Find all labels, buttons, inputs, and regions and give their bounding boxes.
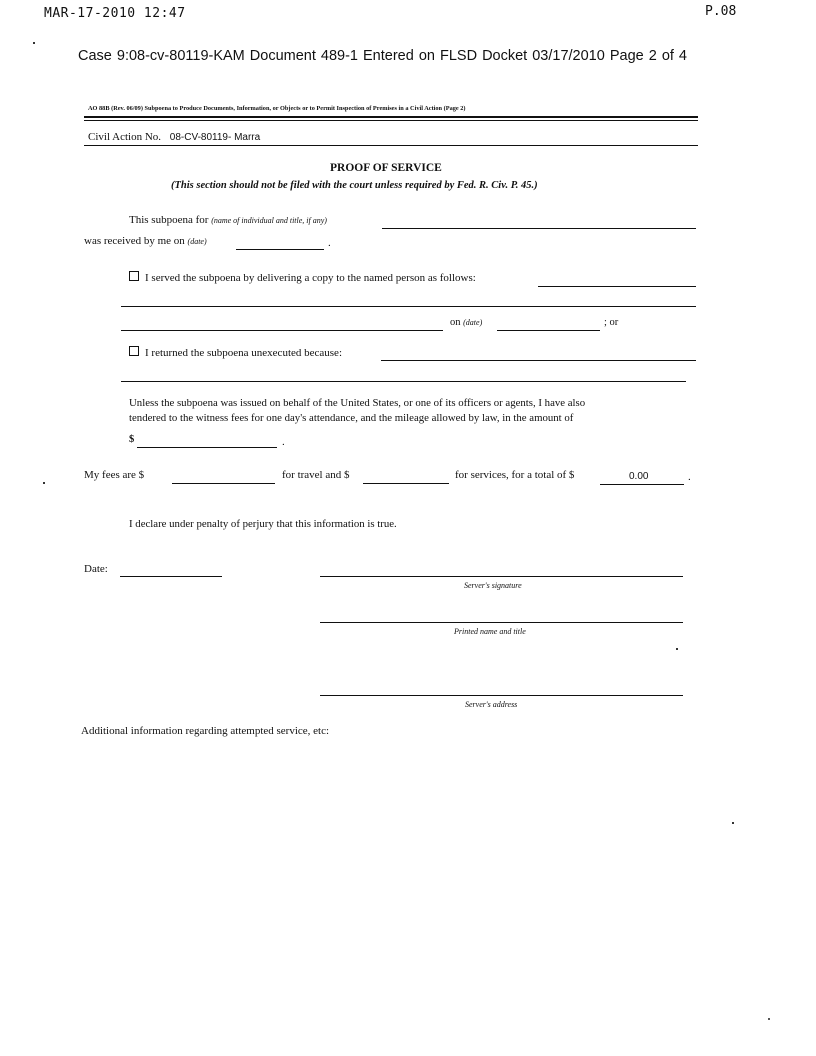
travel-fee-field[interactable] (172, 483, 275, 484)
scan-speck (768, 1018, 770, 1020)
returned-option (129, 346, 342, 359)
server-signature-field[interactable] (320, 576, 683, 577)
us-paragraph-line2: tendered to the witness fees for one day's attendance, and the mileage allowed by law, in the amount of (129, 412, 574, 424)
civil-action-label: Civil Action No. (88, 131, 162, 143)
served-label: I served the subpoena by delivering a copy to the named person as follows: (145, 272, 476, 284)
subpoena-for-field[interactable] (382, 228, 696, 229)
served-on (450, 317, 482, 328)
returned-checkbox[interactable] (129, 346, 139, 356)
server-signature-label: Server's signature (464, 581, 522, 590)
proof-subtitle: (This section should not be filed with the court unless required by Fed. R. Civ. P. 45.) (171, 180, 538, 191)
civil-action (88, 131, 260, 143)
served-or: ; or (604, 317, 619, 328)
total-fee-field[interactable] (600, 484, 684, 485)
signature-date-field[interactable] (120, 576, 222, 577)
date-label: Date: (84, 563, 108, 575)
received-hint: (date) (187, 237, 207, 246)
served-on-hint: (date) (463, 318, 483, 327)
fees-total: 0.00 (629, 471, 649, 482)
proof-title: PROOF OF SERVICE (330, 162, 442, 174)
scan-speck (43, 482, 45, 484)
scan-speck (33, 42, 35, 44)
served-field-2[interactable] (121, 306, 696, 307)
form-header: AO 88B (Rev. 06/09) Subpoena to Produce Documents, Information, or Objects or to Permit Inspection of Premises in a Civil Action (Page 2) (88, 105, 466, 112)
served-field-1[interactable] (538, 286, 696, 287)
received-date-field[interactable] (236, 249, 324, 250)
us-amount-field[interactable] (137, 447, 277, 448)
served-date-field[interactable] (497, 330, 600, 331)
docket-header: Case 9:08-cv-80119-KAM Document 489-1 Entered on FLSD Docket 03/17/2010 Page 2 of 4 (78, 48, 687, 64)
returned-label: I returned the subpoena unexecuted because: (145, 347, 342, 359)
fees-label: My fees are $ (84, 469, 145, 481)
served-field-3[interactable] (121, 330, 443, 331)
us-paragraph-line1: Unless the subpoena was issued on behalf of the United States, or one of its officers or agents, I have also (129, 397, 586, 409)
received-label: was received by me on (84, 235, 185, 247)
declaration: I declare under penalty of perjury that this information is true. (129, 518, 397, 530)
form-header-rule-thin (84, 120, 698, 121)
server-address-label: Server's address (465, 700, 518, 709)
additional-info: Additional information regarding attempted service, etc: (81, 725, 330, 737)
served-option (129, 271, 476, 284)
form-header-rule (84, 116, 698, 118)
civil-action-number: 08-CV-80119- Marra (169, 132, 261, 143)
civil-action-rule (84, 145, 698, 146)
served-checkbox[interactable] (129, 271, 139, 281)
scan-speck (732, 822, 734, 824)
fax-date-time: MAR-17-2010 12:47 (44, 6, 186, 21)
fees-travel-label: for travel and $ (282, 469, 350, 481)
fees-services-label: for services, for a total of $ (455, 469, 575, 481)
served-on-label: on (450, 317, 461, 328)
returned-field-2[interactable] (121, 381, 686, 382)
subpoena-for-label: This subpoena for (129, 214, 209, 226)
scan-speck (676, 648, 678, 650)
printed-name-label: Printed name and title (454, 627, 526, 636)
subpoena-for (129, 214, 327, 226)
subpoena-for-hint: (name of individual and title, if any) (211, 216, 327, 225)
fax-page-number: P.08 (705, 4, 737, 19)
received (84, 235, 207, 247)
printed-name-field[interactable] (320, 622, 683, 623)
us-amount-dollar: $ (129, 434, 135, 445)
returned-field-1[interactable] (381, 360, 696, 361)
server-address-field[interactable] (320, 695, 683, 696)
services-fee-field[interactable] (363, 483, 449, 484)
